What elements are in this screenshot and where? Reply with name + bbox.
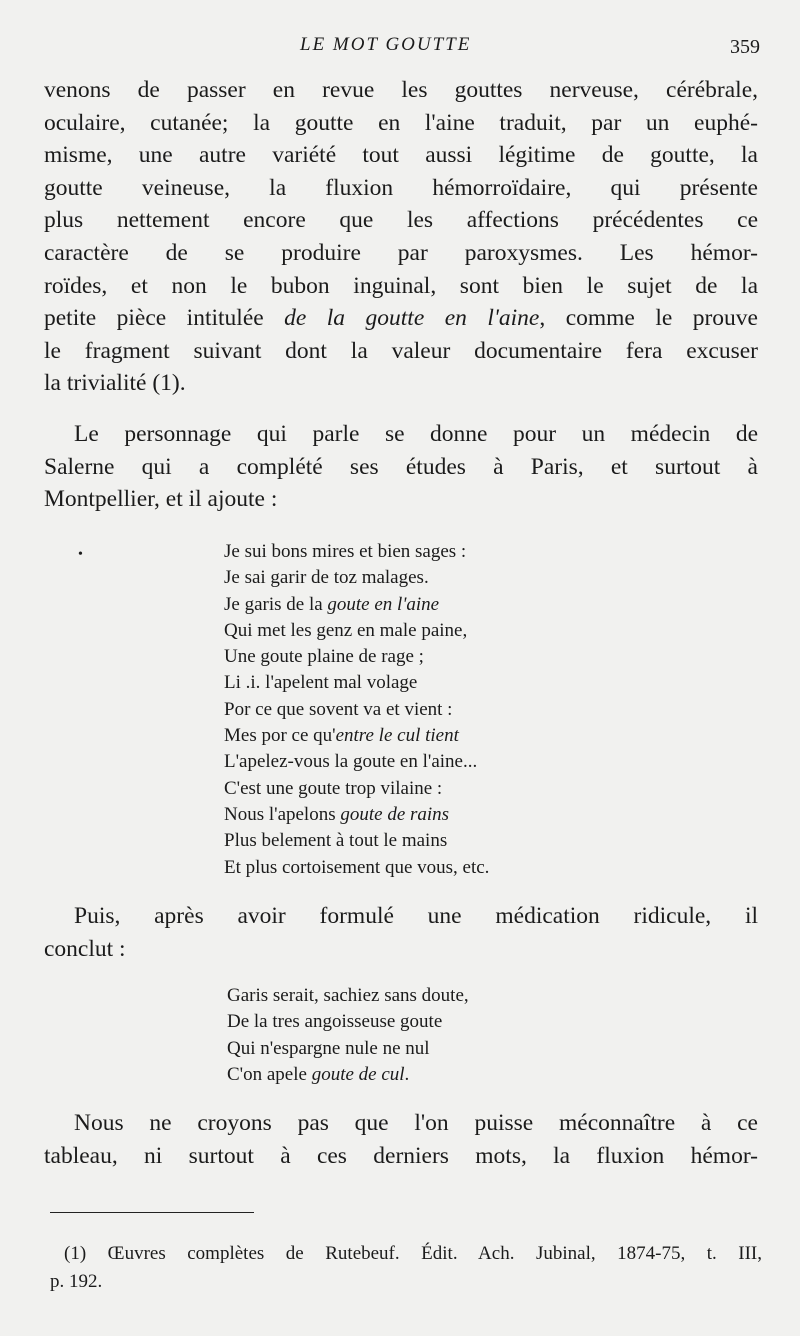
text-line: Puis, après avoir formulé une médication ridicule, il: [74, 903, 758, 929]
italic-title: de la goutte en l'aine: [284, 305, 540, 332]
verse-line: C'est une goute trop vilaine :: [224, 777, 443, 799]
verse-line: [224, 592, 489, 618]
text-line: [44, 302, 758, 335]
verse-line: L'apelez-vous la goute en l'aine...: [224, 751, 478, 773]
verse-line: Qui n'espargne nule ne nul: [227, 1037, 430, 1059]
verse-line: [224, 802, 489, 828]
text-line: misme, une autre variété tout aussi légitime de goutte, la: [44, 142, 758, 169]
verse-quote-2: [227, 983, 469, 1088]
text-line: goutte veineuse, la fluxion hémorroïdaire, qui présente: [44, 174, 758, 201]
text-run: Je garis de la: [224, 593, 328, 615]
verse-line: [227, 1062, 469, 1088]
verse-line: De la tres angoisseuse goute: [227, 1011, 443, 1033]
text-line: tableau, ni surtout à ces derniers mots, la fluxion hémor-: [44, 1142, 758, 1169]
text-line: roïdes, et non le bubon inguinal, sont bien le sujet de la: [44, 272, 758, 299]
verse-line: Qui met les genz en male paine,: [224, 619, 468, 641]
footnote-line: p. 192.: [50, 1271, 103, 1292]
text-line: conclut :: [44, 935, 126, 962]
verse-line: Por ce que sovent va et vient :: [224, 698, 453, 720]
verse-line: Et plus cortoisement que vous, etc.: [224, 856, 490, 878]
text-line: Montpellier, et il ajoute :: [44, 486, 278, 513]
running-head: [0, 34, 800, 58]
text-line: caractère de se produire par paroxysmes. Les hémor-: [44, 239, 758, 266]
verse-line: Je sui bons mires et bien sages :: [224, 541, 467, 562]
text-run: , comme le prouve: [539, 305, 758, 332]
text-run: Nous l'apelons: [224, 803, 341, 825]
italic-run: entre le cul tient: [335, 725, 459, 747]
paragraph-2: [44, 418, 758, 516]
page-number: 359: [730, 36, 760, 58]
verse-line: Je sai garir de toz malages.: [224, 567, 429, 589]
verse-line: Une goute plaine de rage ;: [224, 646, 424, 668]
text-line: venons de passer en revue les gouttes nerveuse, cérébrale,: [44, 77, 758, 103]
text-line: la trivialité (1).: [44, 370, 186, 397]
verse-line: Garis serait, sachiez sans doute,: [227, 985, 469, 1006]
verse-line: Plus belement à tout le mains: [224, 830, 448, 852]
running-title: LE MOT GOUTTE: [300, 34, 472, 55]
italic-run: goute en l'aine: [327, 593, 440, 615]
paragraph-4: [44, 1107, 758, 1172]
footnote-line: (1) Œuvres complètes de Rutebeuf. Édit. Ach. Jubinal, 1874-75, t. III,: [64, 1243, 762, 1264]
verse-line: Li .i. l'apelent mal volage: [224, 672, 418, 694]
footnote-rule: [50, 1212, 254, 1213]
text-run: C'on apele: [227, 1063, 312, 1085]
text-line: Nous ne croyons pas que l'on puisse méconnaître à ce: [74, 1110, 758, 1136]
paragraph-3: [44, 900, 758, 965]
text-run: Mes por ce qu': [224, 725, 336, 747]
bullet-mark: •: [78, 547, 83, 562]
text-line: oculaire, cutanée; la goutte en l'aine traduit, par un euphé-: [44, 109, 758, 136]
text-line: Salerne qui a complété ses études à Paris, et surtout à: [44, 453, 758, 480]
footnote: [50, 1240, 762, 1296]
text-line: Le personnage qui parle se donne pour un médecin de: [74, 421, 758, 447]
paragraph-1: [44, 74, 758, 400]
verse-line: [224, 723, 489, 749]
italic-run: goute de cul: [311, 1063, 405, 1085]
text-run: petite pièce intitulée: [44, 305, 285, 332]
text-line: le fragment suivant dont la valeur documentaire fera excuser: [44, 337, 758, 364]
text-line: plus nettement encore que les affections précédentes ce: [44, 207, 758, 234]
verse-quote-1: [224, 539, 489, 881]
italic-run: goute de rains: [340, 803, 450, 825]
text-run: .: [404, 1063, 410, 1085]
